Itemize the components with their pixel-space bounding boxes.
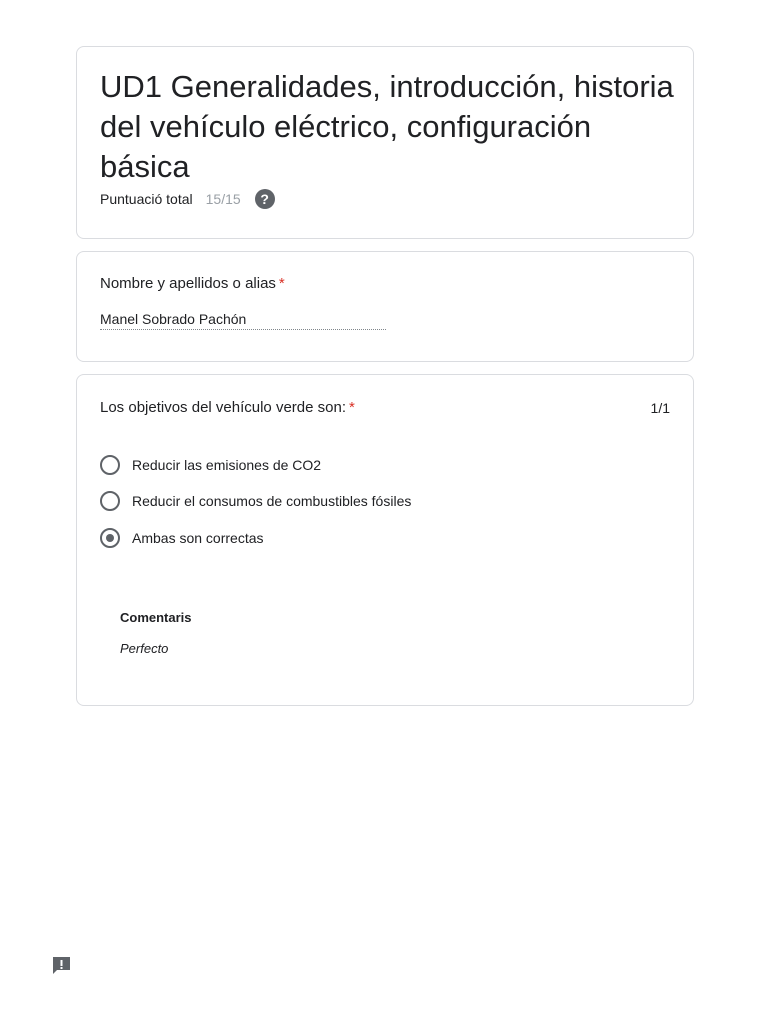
form-title: UD1 Generalidades, introducción, historia del vehículo eléctrico, configuración básica bbox=[100, 69, 674, 184]
required-asterisk: * bbox=[278, 275, 285, 292]
question-title bbox=[100, 399, 355, 416]
option-label: Ambas son correctas bbox=[132, 530, 264, 546]
score-label: Puntuació total bbox=[100, 191, 193, 207]
score-value: 15/15 bbox=[205, 191, 241, 207]
name-question-card bbox=[76, 251, 694, 362]
form-header-card bbox=[76, 46, 694, 239]
option-label: Reducir las emisiones de CO2 bbox=[132, 457, 322, 473]
radio-button[interactable] bbox=[100, 455, 120, 475]
feedback-text: Perfecto bbox=[120, 641, 169, 656]
option-3[interactable] bbox=[100, 528, 264, 548]
option-2[interactable] bbox=[100, 491, 411, 511]
feedback-title: Comentaris bbox=[120, 610, 192, 625]
question-points: 1/1 bbox=[650, 400, 670, 416]
report-icon[interactable] bbox=[51, 955, 72, 976]
question-title bbox=[100, 275, 285, 292]
question-title-text: Nombre y apellidos o alias bbox=[100, 275, 276, 292]
name-answer: Manel Sobrado Pachón bbox=[100, 311, 386, 330]
required-asterisk: * bbox=[348, 399, 355, 416]
radio-button[interactable] bbox=[100, 491, 120, 511]
radio-button-selected[interactable] bbox=[100, 528, 120, 548]
total-score bbox=[100, 189, 275, 209]
multiple-choice-question-card bbox=[76, 374, 694, 706]
question-title-text: Los objetivos del vehículo verde son: bbox=[100, 399, 346, 416]
option-label: Reducir el consumos de combustibles fósiles bbox=[132, 493, 412, 509]
option-1[interactable] bbox=[100, 455, 321, 475]
help-icon[interactable]: ? bbox=[255, 189, 275, 209]
